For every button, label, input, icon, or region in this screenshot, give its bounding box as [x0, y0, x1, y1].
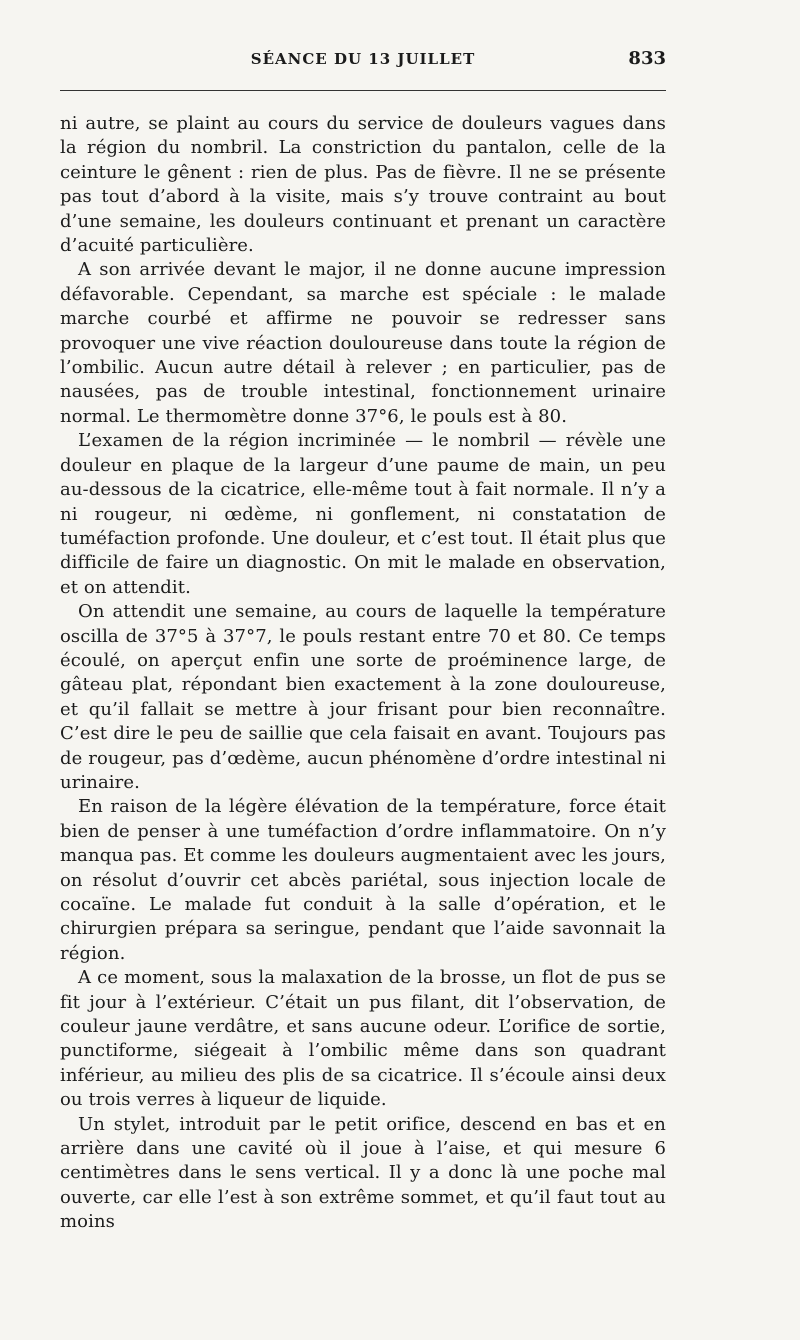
page — [60, 48, 666, 1233]
body-text — [60, 112, 666, 1235]
paragraph: On attendit une semaine, au cours de laquelle la température oscilla de 37°5 à 37°7, le pouls restant entre 70 et 80. Ce temps écoulé, on aperçut enfin une sorte de proéminence large, de gâteau plat, répondant bien exactement à la zone douloureuse, et qu’il fallait se mettre à jour frisant pour bien reconnaître. C’est dire le peu de saillie que cela faisait en avant. Toujours pas de rougeur, pas d’œdème, aucun phénomène d’ordre intestinal ni urinaire. — [60, 601, 666, 793]
paragraph: En raison de la légère élévation de la température, force était bien de penser à une tuméfaction d’ordre inflammatoire. On n’y manqua pas. Et comme les douleurs augmentaient avec les jours, on résolut d’ouvrir cet abcès pariétal, sous injection locale de cocaïne. Le malade fut conduit à la salle d’opération, et le chirurgien prépara sa seringue, pendant que l’aide savonnait la région. — [60, 796, 666, 964]
header-rule — [60, 90, 666, 91]
paragraph: L’examen de la région incriminée — le nombril — révèle une douleur en plaque de la largeur d’une paume de main, un peu au-dessous de la cicatrice, elle-même tout à fait normale. Il n’y a ni rougeur, ni œdème, ni gonflement, ni constatation de tuméfaction profonde. Une douleur, et c’est tout. Il était plus que difficile de faire un diagnostic. On mit le malade en observation, et on attendit. — [60, 430, 666, 598]
paragraph: A ce moment, sous la malaxation de la brosse, un flot de pus se fit jour à l’extérieur. C’était un pus filant, dit l’observation, de couleur jaune verdâtre, et sans aucune odeur. L’orifice de sortie, punctiforme, siégeait à l’ombilic même dans son quadrant inférieur, au milieu des plis de sa cicatrice. Il s’écoule ainsi deux ou trois verres à liqueur de liquide. — [60, 967, 666, 1111]
running-title: SÉANCE DU 13 JUILLET — [250, 50, 476, 68]
paragraph: A son arrivée devant le major, il ne donne aucune impression défavorable. Cependant, sa marche est spéciale : le malade marche courbé et affirme ne pouvoir se redresser sans provoquer une vive réaction douloureuse dans toute la région de l’ombilic. Aucun autre détail à relever ; en particulier, pas de nausées, pas de trouble intestinal, fonctionnement urinaire normal. Le thermomètre donne 37°6, le pouls est à 80. — [60, 259, 666, 427]
paragraph-continuation: ni autre, se plaint au cours du service de douleurs vagues dans la région du nombril. La constriction du pantalon, celle de la ceinture le gênent : rien de plus. Pas de fièvre. Il ne se présente pas tout d’abord à la visite, mais s’y trouve contraint au bout d’une semaine, les douleurs continuant et prenant un caractère d’acuité particulière. — [60, 113, 666, 257]
paragraph: Un stylet, introduit par le petit orifice, descend en bas et en arrière dans une cavité où il joue à l’aise, et qui mesure 6 centimètres dans le sens vertical. Il y a donc là une poche mal ouverte, car elle l’est à son extrême sommet, et qu’il faut tout au moins — [60, 1113, 666, 1233]
page-number: 833 — [628, 48, 666, 69]
page-header — [60, 50, 666, 80]
